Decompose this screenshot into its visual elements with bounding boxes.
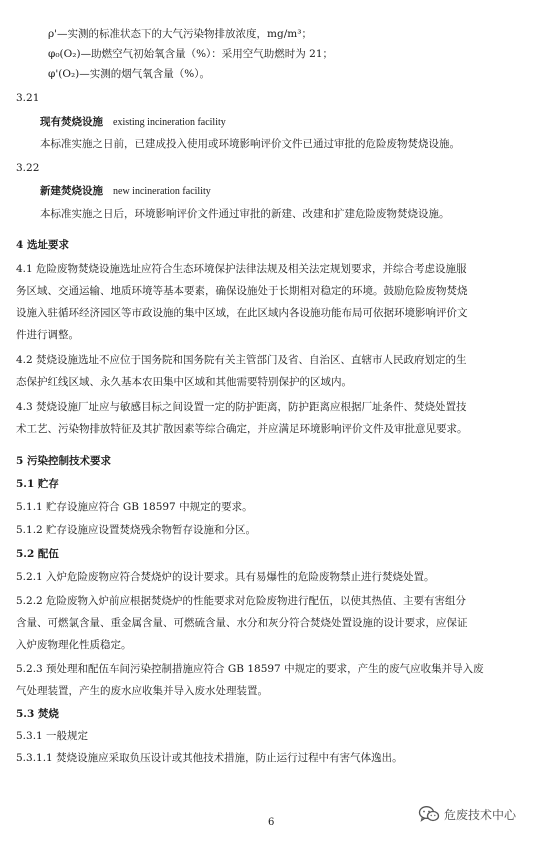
paragraph-4-1-line-1: 4.1 危险废物焚烧设施选址应符合生态环境保护法律法规及相关法定规划要求，并综合考虑设施服 [16,263,467,275]
term-3-22 [40,184,211,199]
paragraph-4-1-line-3: 设施入驻循环经济园区等市政设施的集中区域，在此区域内各设施功能布局可依据环境影响评价文 [16,307,468,319]
clause-5-2-3-line-1: 5.2.3 预处理和配伍车间污染控制措施应符合 GB 18597 中规定的要求，产生的废气应收集并导入废 [16,663,484,675]
term-cn-3-22: 新建焚烧设施 [40,185,103,197]
definition-3-21: 本标准实施之日前，已建成投入使用或环境影响评价文件已通过审批的危险废物焚烧设施。 [40,138,460,150]
watermark [418,805,516,823]
clause-5-2-2-line-2: 含量、可燃氯含量、重金属含量、可燃硫含量、水分和灰分符合焚烧处置设施的设计要求，应保证 [16,617,468,629]
clause-5-3-1-1: 5.3.1.1 焚烧设施应采取负压设计或其他技术措施，防止运行过程中有害气体逸出。 [16,752,403,764]
paragraph-4-3-line-2: 术工艺、污染物排放特征及其扩散因素等综合确定，并应满足环境影响评价文件及审批意见要求。 [16,423,468,435]
term-cn-3-21: 现有焚烧设施 [40,116,103,128]
clause-5-1-1: 5.1.1 贮存设施应符合 GB 18597 中规定的要求。 [16,501,253,513]
clause-5-1-2: 5.1.2 贮存设施应设置焚烧残余物暂存设施和分区。 [16,524,257,536]
clause-5-2-1: 5.2.1 入炉危险废物应符合焚烧炉的设计要求。具有易爆性的危险废物禁止进行焚烧处置。 [16,571,435,583]
clause-5-2-2-line-3: 入炉废物理化性质稳定。 [16,639,132,651]
paragraph-4-2-line-1: 4.2 焚烧设施选址不应位于国务院和国务院有关主管部门及省、自治区、直辖市人民政府划定的生 [16,354,467,366]
watermark-text: 危废技术中心 [444,807,517,822]
clause-5-2-3-line-2: 气处理装置，产生的废水应收集并导入废水处理装置。 [16,685,268,697]
definition-phi-prime: φ'(O₂)—实测的烟气氧含量（%）。 [48,68,210,80]
term-en-3-22: new incineration facility [113,186,211,197]
clause-5-2-2-line-1: 5.2.2 危险废物入炉前应根据焚烧炉的性能要求对危险废物进行配伍，以使其热值、主要有害组分 [16,595,467,607]
page-number: 6 [268,817,275,828]
section-heading-5: 5 污染控制技术要求 [16,455,111,467]
subsection-heading-5-3: 5.3 焚烧 [16,708,59,720]
clause-number-3-22: 3.22 [16,162,40,174]
term-3-21 [40,115,226,130]
clause-number-3-21: 3.21 [16,92,40,104]
paragraph-4-1-line-4: 件进行调整。 [16,329,79,341]
definition-3-22: 本标准实施之日后，环境影响评价文件通过审批的新建、改建和扩建危险废物焚烧设施。 [40,208,450,220]
term-en-3-21: existing incineration facility [113,117,226,128]
subsection-heading-5-2: 5.2 配伍 [16,548,59,560]
definition-rho: ρ'—实测的标准状态下的大气污染物排放浓度，mg/m³； [48,28,312,40]
clause-5-3-1: 5.3.1 一般规定 [16,730,89,742]
subsection-heading-5-1: 5.1 贮存 [16,478,59,490]
paragraph-4-2-line-2: 态保护红线区域、永久基本农田集中区域和其他需要特别保护的区域内。 [16,376,352,388]
section-heading-4: 4 选址要求 [16,239,69,251]
paragraph-4-3-line-1: 4.3 焚烧设施厂址应与敏感目标之间设置一定的防护距离，防护距离应根据厂址条件、焚烧处置技 [16,401,467,413]
definition-phi0: φ₀(O₂)—助燃空气初始氧含量（%）：采用空气助燃时为 21； [48,48,333,60]
wechat-icon [418,805,440,823]
paragraph-4-1-line-2: 务区域、交通运输、地质环境等基本要素，确保设施处于长期相对稳定的环境。鼓励危险废物焚烧 [16,285,468,297]
